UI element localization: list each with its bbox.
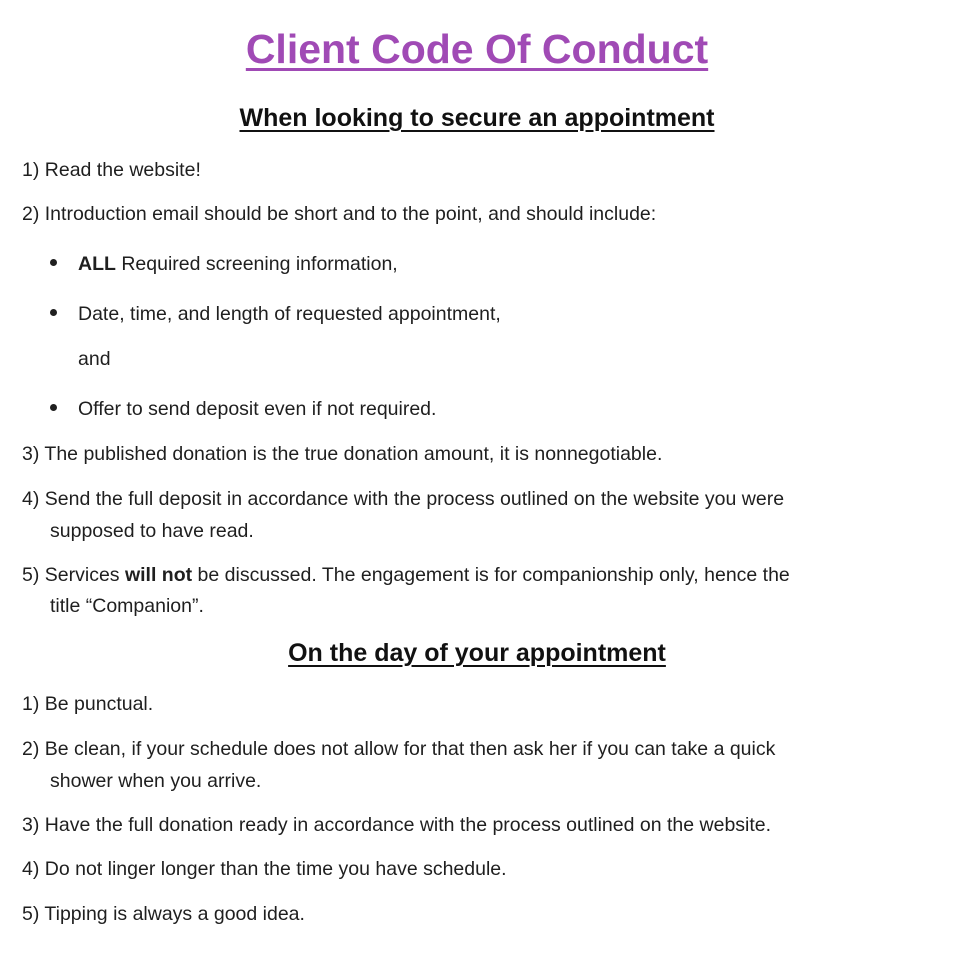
bullet-text: Required screening information, xyxy=(115,253,398,275)
list-item-continuation: shower when you arrive. xyxy=(50,770,262,792)
bullet-item xyxy=(78,248,398,280)
list-text: be discussed. The engagement is for companionship only, hence the xyxy=(192,564,790,586)
list-item-continuation: supposed to have read. xyxy=(50,520,254,542)
list-text: Send the full deposit in accordance with the process outlined on the website you were xyxy=(44,488,785,510)
list-item xyxy=(22,809,771,841)
list-text: Be clean, if your schedule does not allow for that then ask her if you can take a quick xyxy=(44,738,776,760)
list-number: 3) xyxy=(22,443,40,465)
list-text: Tipping is always a good idea. xyxy=(44,903,305,925)
list-item-continuation: title “Companion”. xyxy=(50,595,204,617)
list-item xyxy=(22,733,775,765)
page-title: Client Code Of Conduct xyxy=(245,26,709,72)
bullet-icon xyxy=(50,404,57,411)
emphasis-text: will not xyxy=(124,564,193,586)
list-number: 2) xyxy=(22,738,40,760)
list-text: The published donation is the true donation amount, it is nonnegotiable. xyxy=(44,443,663,465)
list-number: 3) xyxy=(22,814,40,836)
bullet-continuation: and xyxy=(78,348,111,370)
bullet-icon xyxy=(50,309,57,316)
list-text: Have the full donation ready in accordance with the process outlined on the website. xyxy=(44,814,772,836)
bullet-item xyxy=(78,298,501,330)
list-number: 5) xyxy=(22,903,40,925)
section-heading-day-of-appointment: On the day of your appointment xyxy=(288,639,666,667)
list-number: 1) xyxy=(22,159,40,181)
list-number: 4) xyxy=(22,488,40,510)
section-heading-secure-appointment: When looking to secure an appointment xyxy=(239,104,715,132)
list-item xyxy=(22,688,153,720)
list-item xyxy=(22,483,784,515)
list-number: 5) xyxy=(22,564,40,586)
bullet-text: Date, time, and length of requested appointment, xyxy=(78,303,501,325)
list-number: 4) xyxy=(22,858,40,880)
list-item xyxy=(22,438,662,470)
list-item xyxy=(22,198,656,230)
list-item xyxy=(22,154,201,186)
bullet-text: Offer to send deposit even if not required. xyxy=(78,398,437,420)
emphasis-text: ALL xyxy=(78,253,116,275)
list-item xyxy=(22,559,790,591)
list-text: Be punctual. xyxy=(44,693,154,715)
list-number: 1) xyxy=(22,693,40,715)
list-number: 2) xyxy=(22,203,40,225)
list-text: Services xyxy=(44,564,125,586)
list-text: Read the website! xyxy=(44,159,201,181)
list-item xyxy=(22,898,305,930)
list-text: Introduction email should be short and to the point, and should include: xyxy=(44,203,657,225)
list-text: Do not linger longer than the time you have schedule. xyxy=(44,858,507,880)
bullet-icon xyxy=(50,259,57,266)
bullet-item xyxy=(78,393,436,425)
list-item xyxy=(22,853,507,885)
